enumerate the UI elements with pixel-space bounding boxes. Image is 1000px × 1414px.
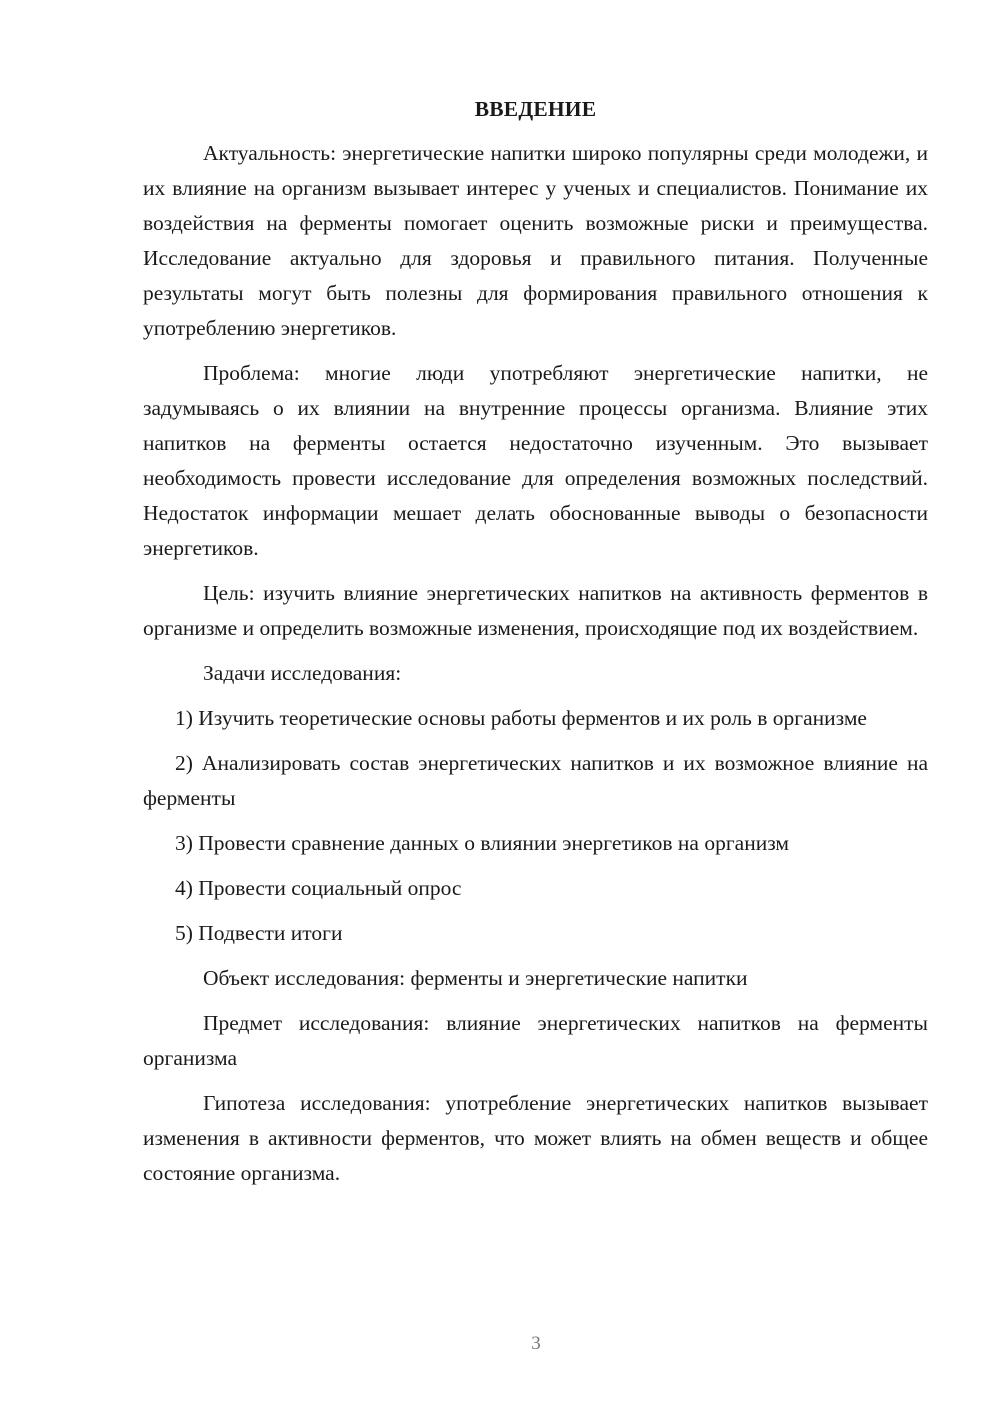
hypothesis-paragraph: Гипотеза исследования: употребление энергетических напитков вызывает изменения в активности ферментов, что может влиять на обмен веществ и общее состояние организма. <box>143 1091 928 1185</box>
problem-paragraph: Проблема: многие люди употребляют энергетические напитки, не задумываясь о их влиянии на внутренние процессы организма. Влияние этих напитков на ферменты остается недостаточно изученным. Это вызывает необходимость провести исследование для определения возможных последствий. Недостаток информации мешает делать обоснованные выводы о безопасности энергетиков. <box>143 361 928 560</box>
task-item-1: 1) Изучить теоретические основы работы ферментов и их роль в организме <box>175 706 867 730</box>
page-number: 3 <box>531 1333 541 1354</box>
tasks-heading: Задачи исследования: <box>203 661 402 685</box>
task-item-5: 5) Подвести итоги <box>175 921 343 945</box>
relevance-paragraph: Актуальность: энергетические напитки широко популярны среди молодежи, и их влияние на организм вызывает интерес у ученых и специалистов. Понимание их воздействия на ферменты помогает оценить возможные риски и преимущества. Исследование актуально для здоровья и правильного питания. Полученные результаты могут быть полезны для формирования правильного отношения к употреблению энергетиков. <box>143 141 928 340</box>
document-body <box>143 92 928 1201</box>
task-item-4: 4) Провести социальный опрос <box>175 876 462 900</box>
section-title: ВВЕДЕНИЕ <box>474 97 597 121</box>
subject-paragraph: Предмет исследования: влияние энергетических напитков на ферменты организма <box>143 1011 928 1070</box>
task-item-3: 3) Провести сравнение данных о влиянии энергетиков на организм <box>175 831 789 855</box>
task-item-2: 2) Анализировать состав энергетических напитков и их возможное влияние на ферменты <box>143 751 928 810</box>
object-paragraph: Объект исследования: ферменты и энергетические напитки <box>203 966 748 990</box>
goal-paragraph: Цель: изучить влияние энергетических напитков на активность ферментов в организме и определить возможные изменения, происходящие под их воздействием. <box>143 581 928 640</box>
